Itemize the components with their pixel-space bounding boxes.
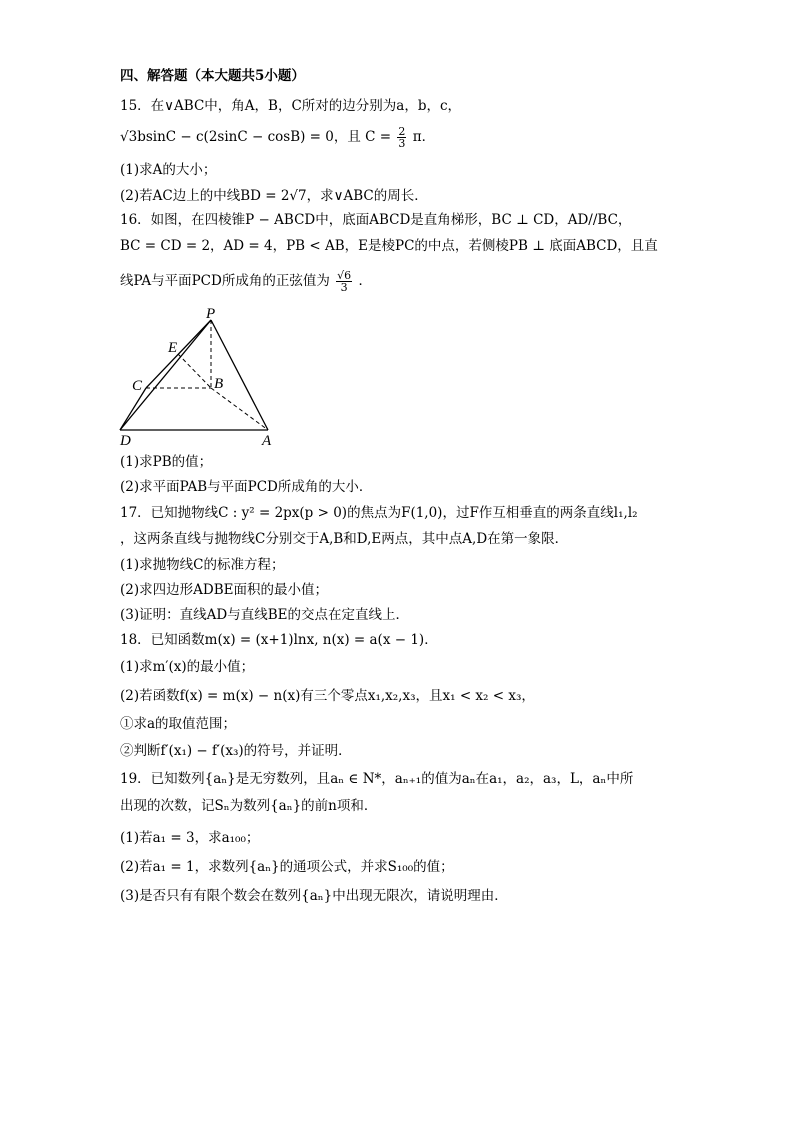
q16-part2: (2)求平面PAB与平面PCD所成角的大小．: [120, 479, 373, 495]
section-title: 四、解答题（本大题共5小题）: [120, 68, 305, 84]
label-C: C: [132, 378, 143, 394]
q16-line2: BC = CD = 2，AD = 4，PB < AB，E是棱PC的中点，若侧棱PB ⊥ 底面ABCD，且直: [120, 238, 658, 254]
label-B: B: [214, 376, 224, 392]
q18-sub1: ①求a的取值范围；: [120, 716, 237, 732]
edge-BA: [211, 388, 268, 430]
q16-line3-lead: 线PA与平面PCD所成角的正弦值为: [120, 273, 330, 289]
q19-part3: (3)是否只有有限个数会在数列{aₙ}中出现无限次，请说明理由．: [120, 888, 508, 904]
q15-frac-den: 3: [398, 137, 406, 150]
q19-line1: 19．已知数列{aₙ}是无穷数列，且aₙ ∈ N*，aₙ₊₁的值为aₙ在a₁，a₂，a₃，L，aₙ中所: [120, 771, 634, 787]
q16-line3-tail: ．: [358, 273, 372, 289]
q15-cond-lead: C =: [365, 129, 392, 145]
q17-line1: 17．已知抛物线C : y² = 2px(p > 0)的焦点为F(1,0)，过F作互相垂直的两条直线l₁,l₂: [120, 505, 638, 521]
q16-line1: 16．如图，在四棱锥P − ABCD中，底面ABCD是直角梯形，BC ⊥ CD，AD//BC，: [120, 212, 632, 228]
q19-line2: 出现的次数，记Sₙ为数列{aₙ}的前n项和．: [120, 798, 378, 814]
label-P: P: [206, 306, 216, 322]
q16-line3: [120, 270, 372, 293]
label-E: E: [168, 340, 178, 356]
q15-frac-num: 2: [398, 125, 406, 138]
edge-PD: [120, 320, 211, 430]
q15-equation: √3bsinC − c(2sinC − cosB) = 0，且: [120, 129, 361, 145]
edge-PA: [211, 320, 268, 430]
q16-fraction: [336, 270, 352, 293]
edge-CD: [120, 388, 146, 430]
label-D: D: [120, 433, 131, 449]
q17-line2: ，这两条直线与抛物线C分别交于A,B和D,E两点，其中点A,D在第一象限．: [120, 531, 569, 547]
q16-frac-den: 3: [340, 281, 348, 294]
q16-frac-num: √6: [337, 269, 352, 282]
q18-part2: (2)若函数f(x) = m(x) − n(x)有三个零点x₁,x₂,x₃，且x₁ < x₂ < x₃，: [120, 688, 535, 704]
q18-part1: (1)求m′(x)的最小值；: [120, 659, 255, 675]
q15-fraction: [397, 126, 406, 149]
q19-part1: (1)若a₁ = 3，求a₁₀₀；: [120, 830, 260, 846]
q16-part1: (1)求PB的值；: [120, 454, 213, 470]
q15-part1: (1)求A的大小；: [120, 162, 217, 178]
q15-line1: 15．在∨ABC中，角A，B，C所对的边分别为a，b，c，: [120, 98, 462, 114]
q19-part2: (2)若a₁ = 1，求数列{aₙ}的通项公式，并求S₁₀₀的值；: [120, 859, 454, 875]
q15-line2: [120, 126, 435, 149]
segment-EB: [178, 354, 211, 388]
q18-line1: 18．已知函数m(x) = (x+1)lnx, n(x) = a(x − 1)．: [120, 632, 438, 648]
pyramid-figure: [110, 300, 300, 450]
q17-part2: (2)求四边形ADBE面积的最小值；: [120, 582, 328, 598]
q15-part2: (2)若AC边上的中线BD = 2√7，求∨ABC的周长．: [120, 188, 428, 204]
q18-sub2: ②判断f′(x₁) − f′(x₃)的符号，并证明．: [120, 743, 352, 759]
q17-part1: (1)求抛物线C的标准方程；: [120, 557, 285, 573]
label-A: A: [262, 433, 272, 449]
q15-cond-tail: π．: [412, 129, 436, 145]
q17-part3: (3)证明：直线AD与直线BE的交点在定直线上．: [120, 607, 409, 623]
